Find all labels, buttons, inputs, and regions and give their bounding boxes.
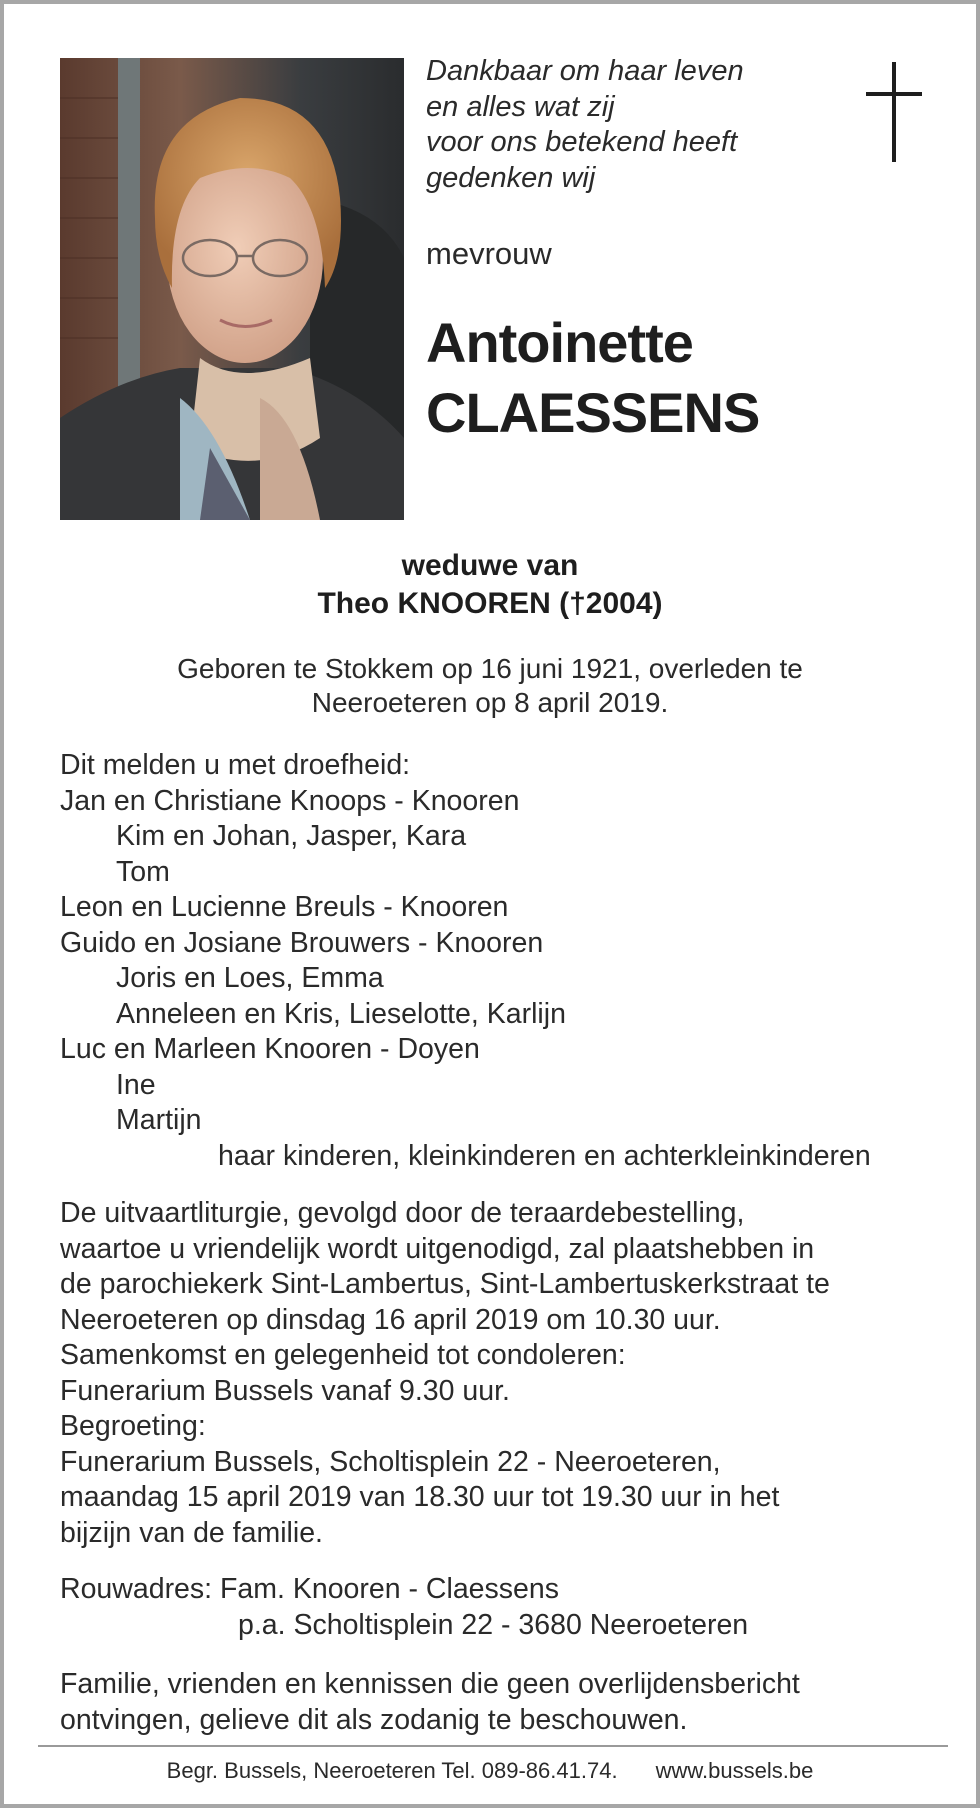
notice-line: ontvingen, gelieve dit als zodanig te beschouwen.: [60, 1703, 688, 1736]
funeral-line: Neeroeteren op dinsdag 16 april 2019 om 10.30 uur.: [60, 1303, 721, 1336]
family-line: Leon en Lucienne Breuls - Knooren: [60, 891, 509, 923]
intro-line: voor ons betekend heeft: [426, 126, 738, 158]
funeral-line: de parochiekerk Sint-Lambertus, Sint-Lambertuskerkstraat te: [60, 1268, 830, 1300]
grandchildren-line: Joris en Loes, Emma: [116, 962, 384, 994]
mourning-address: [60, 1572, 960, 1643]
last-name: CLAESSENS: [426, 381, 760, 444]
spouse-name: Theo KNOOREN (†2004): [317, 587, 663, 620]
portrait-illustration: [60, 58, 404, 520]
family-line: Guido en Josiane Brouwers - Knooren: [60, 926, 544, 959]
funeral-line: Funerarium Bussels vanaf 9.30 uur.: [60, 1374, 510, 1407]
address-line: p.a. Scholtisplein 22 - 3680 Neeroeteren: [238, 1608, 749, 1641]
family-line: Jan en Christiane Knoops - Knooren: [60, 784, 520, 817]
footer-divider: [38, 1745, 948, 1747]
first-name: Antoinette: [426, 311, 693, 374]
grandchildren-line: Martijn: [116, 1104, 202, 1136]
notice-line: Familie, vrienden en kennissen die geen overlijdensbericht: [60, 1668, 800, 1700]
widow-line: weduwe van: [401, 549, 579, 582]
funeral-line: Samenkomst en gelegenheid tot condoleren:: [60, 1339, 626, 1371]
funeral-line: maandag 15 april 2019 van 18.30 uur tot 19.30 uur in het: [60, 1481, 780, 1513]
funeral-line: waartoe u vriendelijk wordt uitgenodigd, zal plaatshebben in: [60, 1232, 815, 1265]
intro-verse: [426, 54, 846, 196]
death-line: Neeroeteren op 8 april 2019.: [311, 687, 669, 718]
notice: [60, 1667, 960, 1738]
footer: [4, 1756, 976, 1786]
announce-closing: haar kinderen, kleinkinderen en achterkleinkinderen: [218, 1139, 871, 1172]
widow-of: [4, 547, 976, 623]
honorific: mevrouw: [426, 236, 552, 271]
funeral-line: Begroeting:: [60, 1410, 206, 1442]
family-line: Luc en Marleen Knooren - Doyen: [60, 1033, 480, 1065]
grandchildren-line: Anneleen en Kris, Lieselotte, Karlijn: [116, 997, 566, 1030]
website-link[interactable]: www.bussels.be: [655, 1758, 814, 1783]
birth-death-info: [4, 652, 976, 720]
funeral-line: bijzijn van de familie.: [60, 1516, 323, 1549]
grandchildren-line: Kim en Johan, Jasper, Kara: [116, 820, 467, 852]
funeral-home-info: Begr. Bussels, Neeroeteren Tel. 089-86.41.74.: [166, 1758, 618, 1783]
intro-line: gedenken wij: [426, 161, 596, 194]
address-line: Rouwadres: Fam. Knooren - Claessens: [60, 1573, 559, 1605]
grandchildren-line: Ine: [116, 1068, 156, 1101]
funeral-details: [60, 1196, 960, 1551]
intro-line: Dankbaar om haar leven: [426, 55, 744, 87]
grandchildren-line: Tom: [116, 855, 170, 888]
announce-heading: Dit melden u met droefheid:: [60, 749, 411, 781]
funeral-line: Funerarium Bussels, Scholtisplein 22 - Neeroeteren,: [60, 1445, 721, 1478]
portrait-photo: [60, 58, 404, 520]
deceased-name: [426, 308, 759, 448]
birth-line: Geboren te Stokkem op 16 juni 1921, overleden te: [177, 653, 803, 684]
intro-line: en alles wat zij: [426, 90, 615, 123]
funeral-line: De uitvaartliturgie, gevolgd door de teraardebestelling,: [60, 1197, 745, 1229]
announcement: [60, 748, 960, 1174]
cross-icon: [866, 62, 922, 162]
